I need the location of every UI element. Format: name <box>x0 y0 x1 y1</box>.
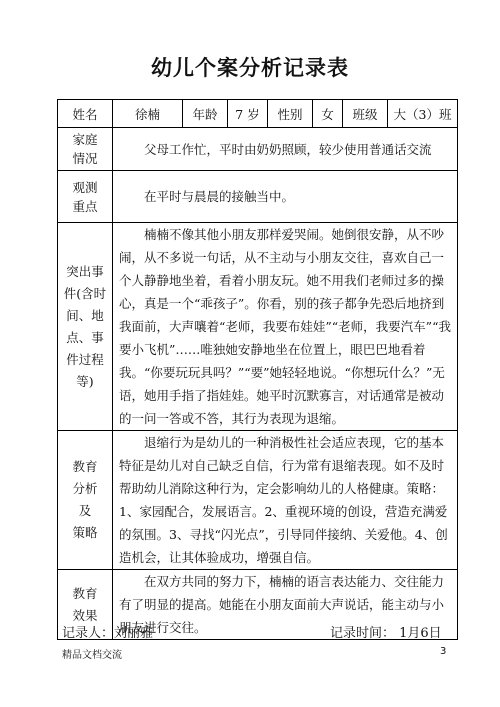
source-note: 精品文档交流 <box>62 650 122 661</box>
gender-label: 性别 <box>268 100 313 128</box>
family-text: 父母工作忙，平时由奶奶照顾，较少使用普通话交流 <box>113 128 458 171</box>
class-label: 班级 <box>343 100 388 128</box>
age-label: 年龄 <box>183 100 228 128</box>
focus-text: 在平时与晨晨的接触当中。 <box>113 171 458 223</box>
analysis-label: 教育 分析 及 策略 <box>58 431 113 570</box>
header-row <box>58 100 458 128</box>
analysis-row <box>58 431 458 570</box>
record-table <box>57 99 458 640</box>
recorder: 记录人：刘丽雅 <box>62 626 154 641</box>
gender-value: 女 <box>313 100 343 128</box>
family-row <box>58 128 458 171</box>
name-label: 姓名 <box>58 100 113 128</box>
effect-label: 教育 效果 <box>58 570 113 640</box>
focus-row <box>58 171 458 223</box>
age-value: 7 岁 <box>228 100 268 128</box>
event-text: 楠楠不像其他小朋友那样爱哭闹。她倒很安静，从不吵闹，从不多说一句话，从不主动与小朋友交往，喜欢自己一个人静静地坐着，看着小朋友玩。她不用我们老师过多的操心，真是一个“乖孩子”。你看，别的孩子都争先恐后地挤到我面前，大声嚷着“老师，我要布娃娃”“老师，我要汽车”“我要小飞机”……唯独她安静地坐在位置上，眼巴巴地看着我。“你要玩玩具吗？”“要”她轻轻地说。“你想玩什么？”无语，她用手指了指娃娃。她平时沉默寡言，对话通常是被动的一问一答或不答，其行为表现为退缩。 <box>113 223 458 431</box>
page-title: 幼儿个案分析记录表 <box>151 55 349 80</box>
family-label: 家庭 情况 <box>58 128 113 171</box>
analysis-text: 退缩行为是幼儿的一种消极性社会适应表现，它的基本特征是幼儿对自己缺乏自信，行为常有退缩表现。如不及时帮助幼儿消除这种行为，定会影响幼儿的人格健康。策略：1、家园配合，发展语言。2、重视环境的创设，营造充满爱的氛围。3、寻找“闪光点”，引导同伴接纳、关爱他。4、创造机会，让其体验成功，增强自信。 <box>113 431 458 570</box>
name-value: 徐楠 <box>113 100 183 128</box>
focus-label: 观测 重点 <box>58 171 113 223</box>
class-value: 大（3）班 <box>388 100 458 128</box>
page-number: 3 <box>440 646 447 657</box>
effect-text: 在双方共同的努力下，楠楠的语言表达能力、交往能力有了明显的提高。她能在小朋友面前大声说话，能主动与小朋友进行交往。 <box>113 570 458 640</box>
event-row <box>58 223 458 431</box>
record-time: 记录时间： 1月6日 <box>330 626 442 641</box>
event-label: 突出事 件(含时 间、地 点、事 件过程 等) <box>58 223 113 431</box>
